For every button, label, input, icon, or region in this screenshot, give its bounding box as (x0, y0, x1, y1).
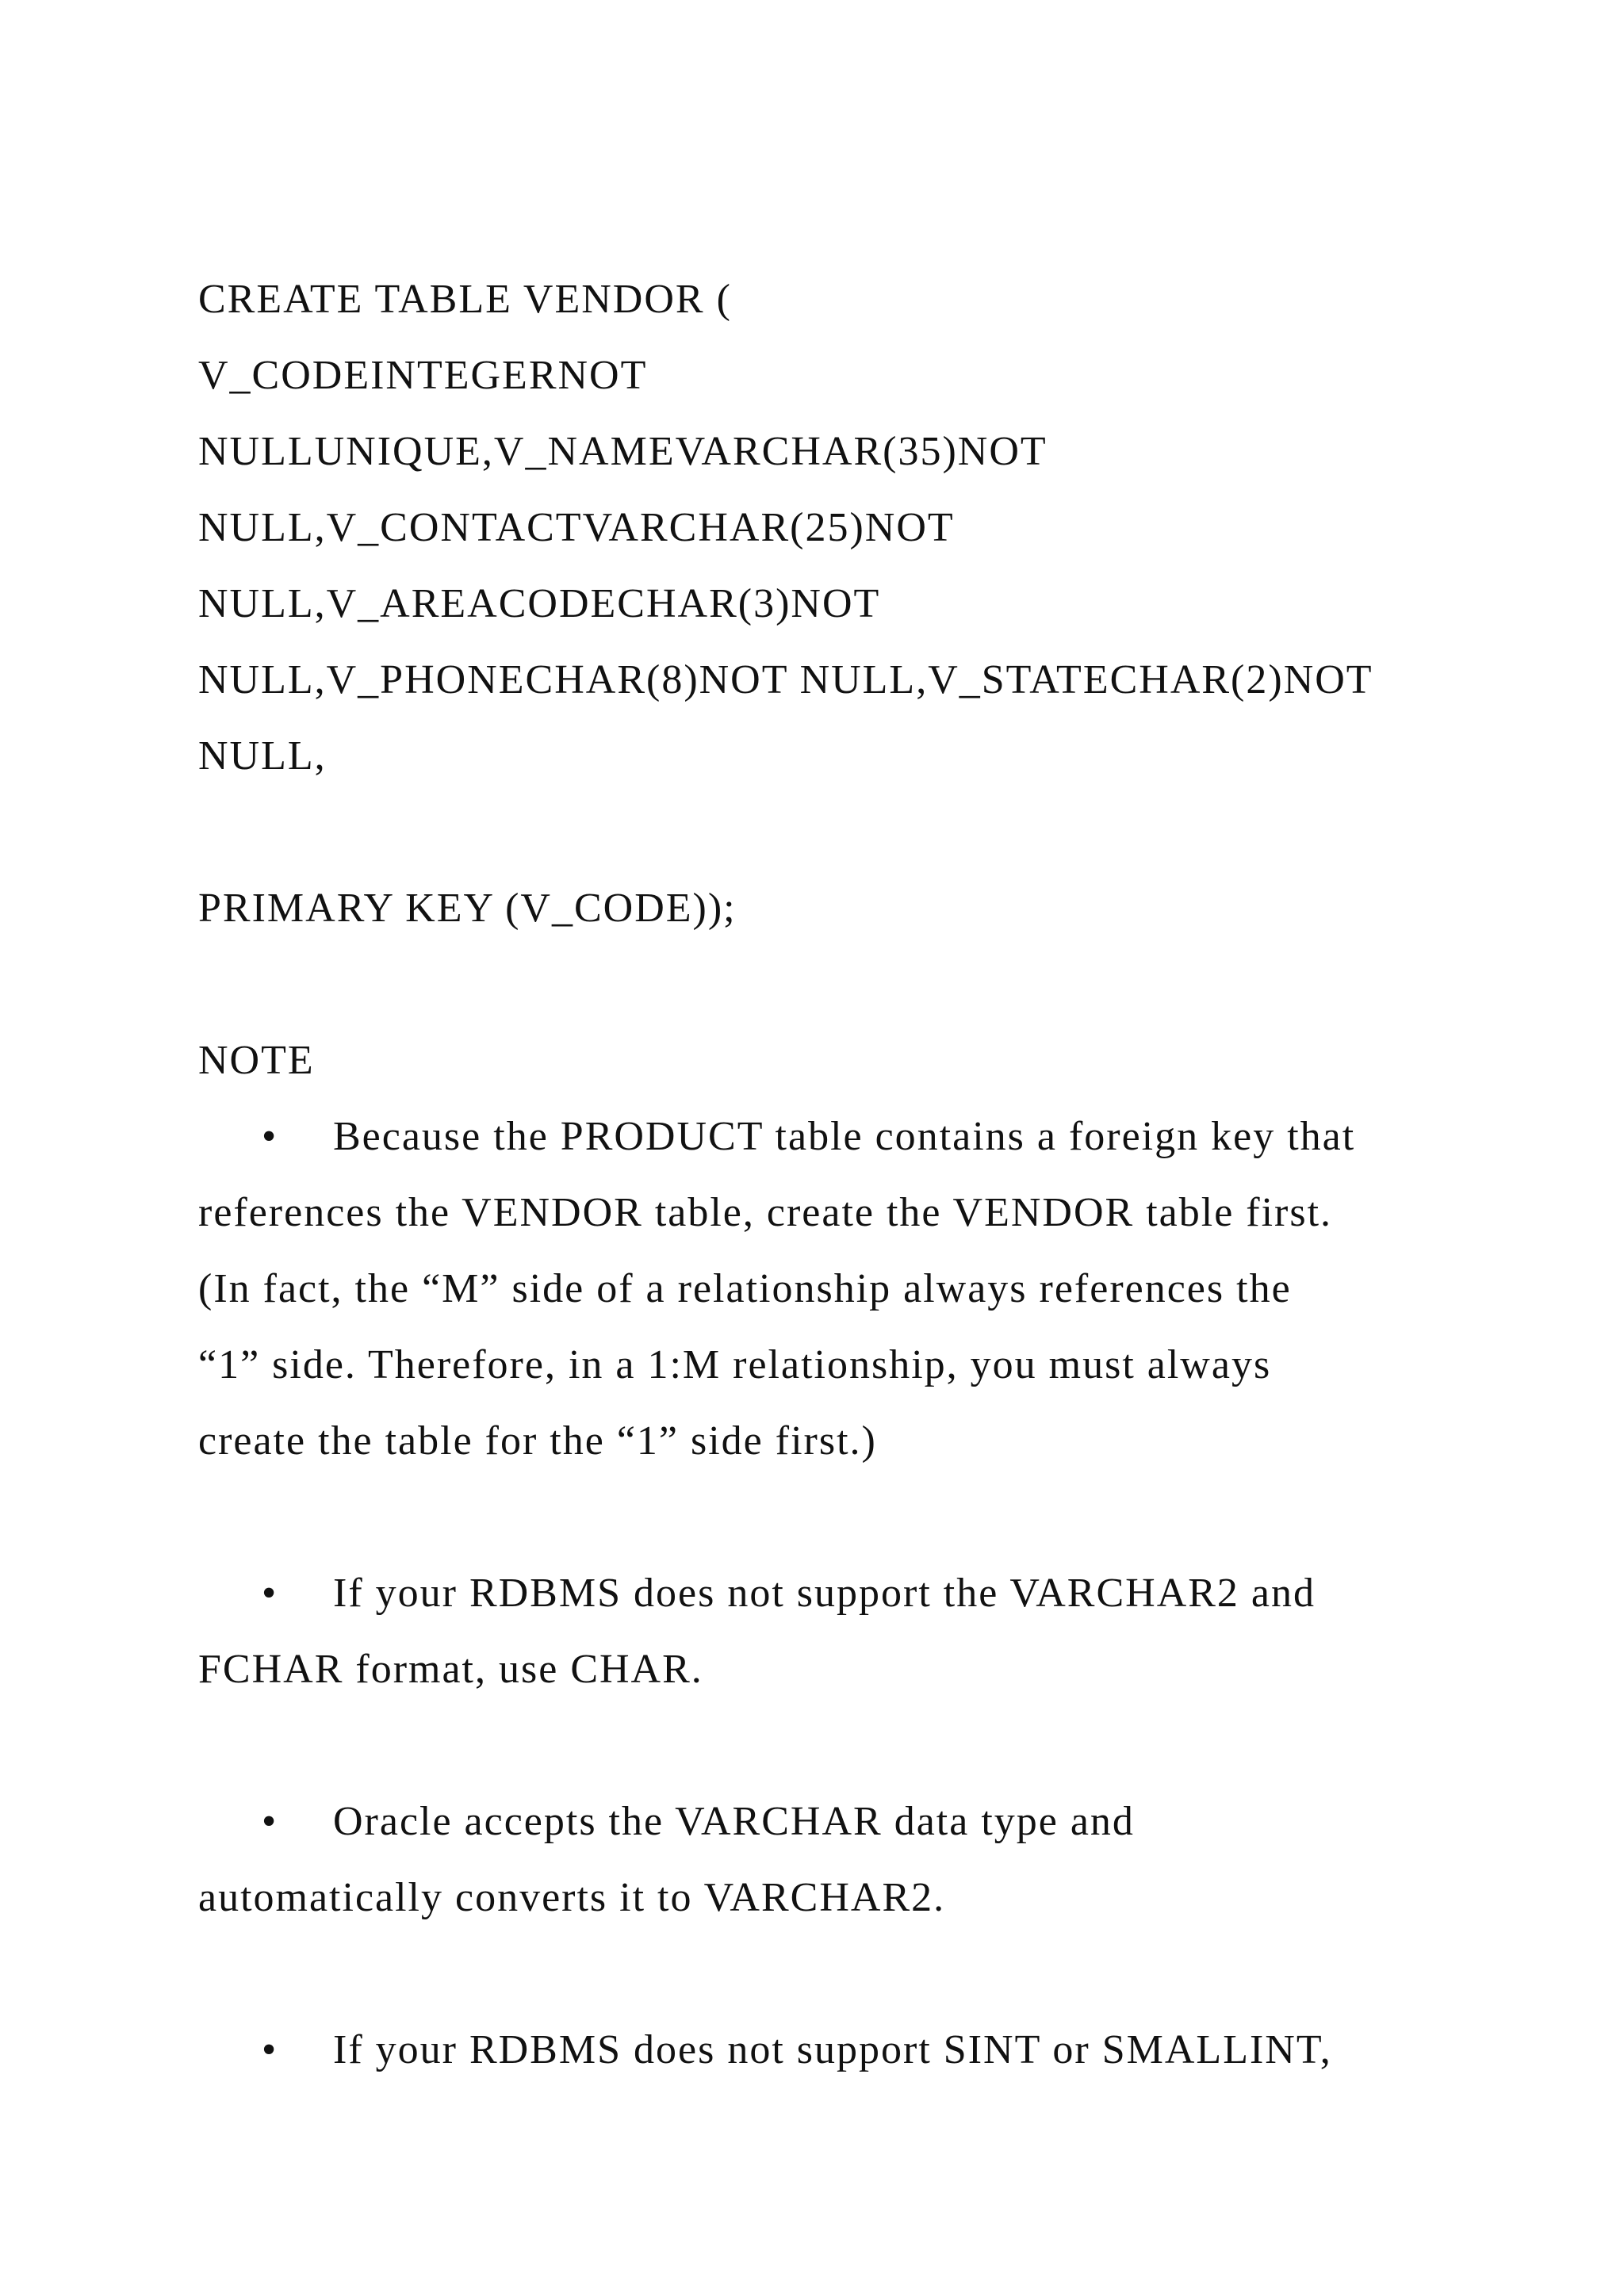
note-item-line: (In fact, the “M” side of a relationship always references the (198, 1266, 1292, 1311)
code-line: CREATE TABLE VENDOR ( (198, 277, 732, 322)
code-line: NULL,V_PHONECHAR(8)NOT NULL,V_STATECHAR(2)NOT (198, 657, 1373, 702)
bullet-marker: • (262, 2027, 278, 2072)
note-heading: NOTE (198, 1038, 315, 1083)
code-line: V_CODEINTEGERNOT (198, 353, 648, 398)
note-item-line: automatically converts it to VARCHAR2. (198, 1875, 946, 1920)
code-line: NULL,V_CONTACTVARCHAR(25)NOT (198, 505, 955, 550)
note-item-line: “1” side. Therefore, in a 1:M relationship, you must always (198, 1342, 1272, 1387)
note-item-first-line: Oracle accepts the VARCHAR data type and (333, 1799, 1135, 1844)
bullet-marker: • (262, 1114, 278, 1159)
code-line: NULL, (198, 733, 327, 779)
bullet-marker: • (262, 1799, 278, 1844)
note-item-line: FCHAR format, use CHAR. (198, 1647, 703, 1692)
note-item-line: create the table for the “1” side first.) (198, 1418, 877, 1464)
code-line: NULLUNIQUE,V_NAMEVARCHAR(35)NOT (198, 429, 1048, 474)
note-item-line: references the VENDOR table, create the VENDOR table first. (198, 1190, 1333, 1235)
primary-key-line: PRIMARY KEY (V_CODE)); (198, 886, 737, 931)
bullet-marker: • (262, 1571, 278, 1616)
note-item-first-line: Because the PRODUCT table contains a foreign key that (333, 1114, 1356, 1159)
code-line: NULL,V_AREACODECHAR(3)NOT (198, 581, 881, 626)
note-item-first-line: If your RDBMS does not support the VARCHAR2 and (333, 1571, 1316, 1616)
note-item-first-line: If your RDBMS does not support SINT or SMALLINT, (333, 2027, 1332, 2072)
